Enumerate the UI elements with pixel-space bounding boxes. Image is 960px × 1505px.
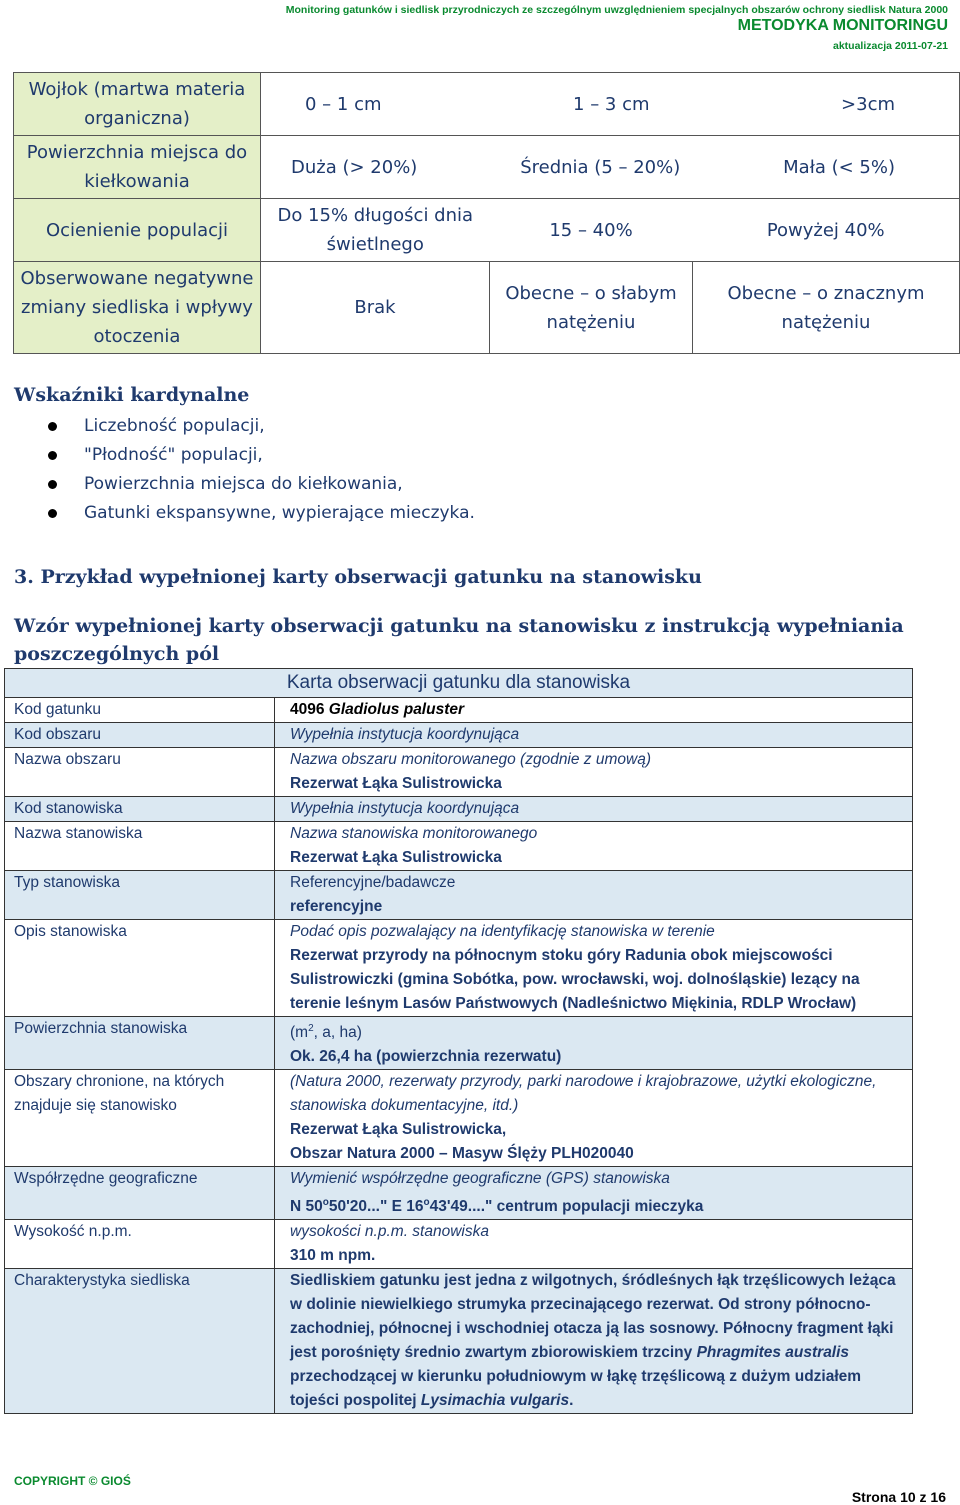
field-label: Kod gatunku [5,698,275,722]
field-hint: Wypełnia instytucja koordynująca [290,800,520,817]
list-item: Powierzchnia miejsca do kiełkowania, [48,470,475,499]
card-row [5,822,912,871]
field-entry: 310 m npm. [290,1247,376,1265]
field-hint: Wypełnia instytucja koordynująca [290,726,520,743]
field-label: Nazwa stanowiska [5,822,275,870]
species-name: Gladiolus paluster [328,701,465,718]
card-row [5,1220,912,1269]
field-hint: Referencyjne/badawcze [290,874,456,891]
table-row [14,262,960,354]
list-item: "Płodność" populacji, [48,441,475,470]
field-value [275,920,912,1016]
cell: 1 – 3 cm [573,93,650,115]
cell: Obecne – o słabym natężeniu [490,262,693,354]
cell: Powyżej 40% [693,199,960,262]
field-label: Kod stanowiska [5,797,275,821]
field-hint: wysokości n.p.m. stanowiska [290,1223,489,1241]
field-label: Typ stanowiska [5,871,275,919]
field-value [275,1017,912,1069]
card-row [5,723,912,748]
row-label: Wojłok (martwa materia organiczna) [14,73,261,136]
card-row [5,748,912,797]
field-value [275,698,912,722]
field-label: Współrzędne geograficzne [5,1167,275,1219]
field-hint: Nazwa stanowiska monitorowanego [290,825,538,842]
field-label: Charakterystyka siedliska [5,1269,275,1413]
cell: 15 – 40% [490,199,693,262]
list-item: Liczebność populacji, [48,412,475,441]
table-row [14,73,960,136]
row-label: Powierzchnia miejsca do kiełkowania [14,136,261,199]
header-title: Monitoring gatunków i siedlisk przyrodniczych ze szczególnym uwzględnieniem specjalnych obszarów ochrony siedlisk Natura 2000 [285,4,948,16]
field-hint: ($m^2$, a, ha) [290,1023,362,1042]
field-entry: N 50$^o$50'20..." E 16$^o$43'49...." centrum populacji mieczyka [290,1197,704,1216]
field-value [275,1070,912,1166]
row-label: Ocienienie populacji [14,199,261,262]
field-value [275,1167,912,1219]
header-subtitle: METODYKA MONITORINGU [737,17,948,34]
section-subtitle: Wzór wypełnionej karty obserwacji gatunku na stanowisku z instrukcją wypełniania poszczególnych pól [14,615,904,665]
evaluation-table [13,72,960,354]
field-entry: Rezerwat Łąka Sulistrowicka [290,849,502,866]
list-item: Gatunki ekspansywne, wypierające mieczyka. [48,499,475,528]
card-row [5,1167,912,1220]
field-label: Kod obszaru [5,723,275,747]
card-row [5,871,912,920]
cell: Mała (< 5%) [783,156,895,178]
field-value [275,1220,912,1268]
field-hint: Nazwa obszaru monitorowanego (zgodnie z umową) [290,751,651,768]
header-date: aktualizacja 2011-07-21 [833,40,948,52]
section-heading: Wskaźniki kardynalne [14,384,250,406]
card-row [5,1070,912,1167]
table-row [14,199,960,262]
field-value [275,871,912,919]
card-row [5,797,912,822]
field-entry: Rezerwat Łąka Sulistrowicka, [290,1121,507,1139]
card-title: Karta obserwacji gatunku dla stanowiska [5,669,912,698]
species-code: 4096 [290,701,325,718]
section-title: 3. Przykład wypełnionej karty obserwacji gatunku na stanowisku [14,566,702,588]
copyright: COPYRIGHT © GIOŚ [14,1474,131,1488]
card-row [5,698,912,723]
field-value [275,822,912,870]
cell: Średnia (5 – 20%) [520,156,681,178]
row-values [261,136,960,199]
field-entry: referencyjne [290,898,383,915]
field-entry: Ok. 26,4 ha (powierzchnia rezerwatu) [290,1048,562,1066]
field-hint: Podać opis pozwalający na identyfikację stanowiska w terenie [290,923,715,940]
card-row [5,1017,912,1070]
field-value [275,748,912,796]
field-hint: (Natura 2000, rezerwaty przyrody, parki narodowe i krajobrazowe, użytki ekologiczne, stanowiska dokumentacyjne, itd.) [290,1073,877,1115]
card-row [5,1269,912,1413]
card-row [5,920,912,1017]
cell: Duża (> 20%) [291,156,418,178]
field-entry: Rezerwat Łąka Sulistrowicka [290,775,502,792]
field-entry: Rezerwat przyrody na północnym stoku góry Radunia obok miejscowości Sulistrowiczki (gmina Sobótka, pow. wrocławski, woj. dolnośląskie) lezący na terenie leśnym Lasów Państwowych (Nadleśnictwo Miękinia, RDLP Wrocław) [290,947,860,1012]
bullet-list [48,412,475,528]
field-hint: Wymienić współrzędne geograficzne (GPS) stanowiska [290,1170,670,1188]
cell: >3cm [841,93,895,115]
field-label: Nazwa obszaru [5,748,275,796]
row-label: Obserwowane negatywne zmiany siedliska i wpływy otoczenia [14,262,261,354]
cell: Do 15% długości dnia świetlnego [261,199,490,262]
field-entry: Obszar Natura 2000 – Masyw Ślęży PLH020040 [290,1145,634,1163]
cell: 0 – 1 cm [305,93,382,115]
field-label: Powierzchnia stanowiska [5,1017,275,1069]
field-label: Wysokość n.p.m. [5,1220,275,1268]
page-number: Strona 10 z 16 [851,1489,946,1505]
table-row [14,136,960,199]
row-values [261,73,960,136]
field-label: Opis stanowiska [5,920,275,1016]
cell: Obecne – o znacznym natężeniu [693,262,960,354]
cell: Brak [261,262,490,354]
field-entry: Siedliskiem gatunku jest jedna z wilgotnych, śródleśnych łąk trzęślicowych leżąca w dolinie niewielkiego strumyka przecinającego rezerwat. Od strony północno-zachodniej, północnej i wschodniej otacza ją las sosnowy. Północny fragment łąki jest porośnięty średnio zwartym zbiorowiskiem trzciny Phragmites australis przechodzącej w kierunku południowym w łąkę trzęślicową z dużym udziałem tojeści pospolitej Lysimachia vulgaris. [290,1272,896,1410]
field-label: Obszary chronione, na których znajduje się stanowisko [5,1070,275,1166]
observation-card [4,668,913,1414]
